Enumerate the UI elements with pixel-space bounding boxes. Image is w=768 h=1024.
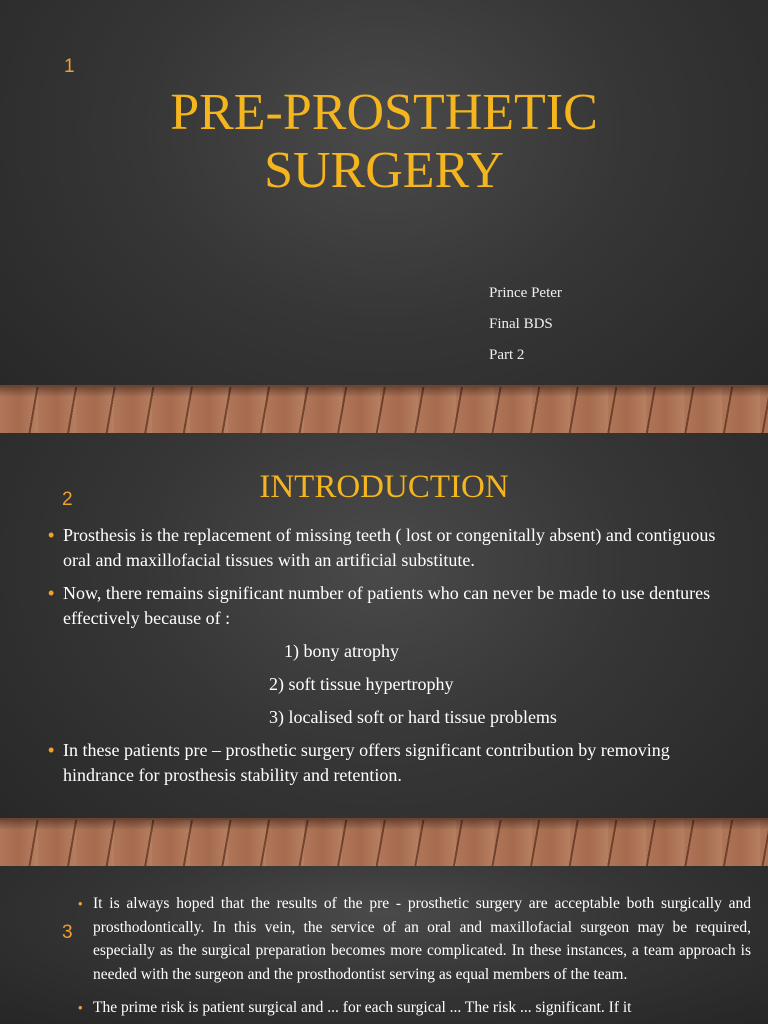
bullet-text: The prime risk is patient surgical and ... for each surgical ... The risk ... significant. If it — [93, 999, 632, 1016]
list-item — [48, 523, 728, 573]
wood-floor-decoration — [0, 818, 768, 866]
bullet-text: Prosthesis is the replacement of missing teeth ( lost or congenitally absent) and contiguous oral and maxillofacial tissues with an artificial substitute. — [63, 525, 716, 570]
slide-introduction — [0, 433, 768, 866]
title-line-2: SURGERY — [264, 142, 504, 199]
bullet-icon: • — [48, 525, 55, 545]
slide-main-title — [0, 84, 768, 200]
title-line-1: PRE-PROSTHETIC — [170, 84, 598, 141]
slide-number: 3 — [62, 922, 73, 943]
bullet-text: It is always hoped that the results of the pre - prosthetic surgery are acceptable both surgically and prosthodontically. In this vein, the service of an oral and maxillofacial surgeon may be required, especially as the surgical preparation becomes more complicated. In these instances, a team approach is needed with the surgeon and the prosthodontist serving as equal members of the team. — [93, 895, 751, 983]
slide-number: 2 — [62, 489, 73, 510]
reason-item: 1) bony atrophy — [284, 641, 399, 661]
presenter-part: Part 2 — [489, 347, 525, 363]
slide-team-approach — [0, 866, 768, 1024]
reason-item: 2) soft tissue hypertrophy — [269, 674, 454, 694]
list-item — [48, 581, 728, 631]
bullet-list — [48, 523, 728, 796]
bullet-text: In these patients pre – prosthetic surgery offers significant contribution by removing hindrance for prosthesis stability and retention. — [63, 740, 670, 785]
bullet-icon: • — [78, 1000, 83, 1015]
bullet-icon: • — [48, 583, 55, 603]
slide-heading: INTRODUCTION — [259, 469, 509, 505]
list-item — [78, 996, 751, 1020]
bullet-icon: • — [78, 896, 83, 911]
reason-list — [48, 639, 728, 730]
presenter-course: Final BDS — [489, 316, 553, 332]
presenter-info — [489, 283, 562, 376]
list-item — [78, 892, 751, 986]
reason-item: 3) localised soft or hard tissue problems — [269, 707, 557, 727]
bullet-list — [78, 892, 751, 1024]
list-item — [48, 738, 728, 788]
presenter-name: Prince Peter — [489, 285, 562, 301]
wood-floor-decoration — [0, 385, 768, 433]
bullet-text: Now, there remains significant number of patients who can never be made to use dentures effectively because of : — [63, 583, 711, 628]
slide-title — [0, 0, 768, 433]
slide-number: 1 — [64, 56, 75, 77]
bullet-icon: • — [48, 740, 55, 760]
